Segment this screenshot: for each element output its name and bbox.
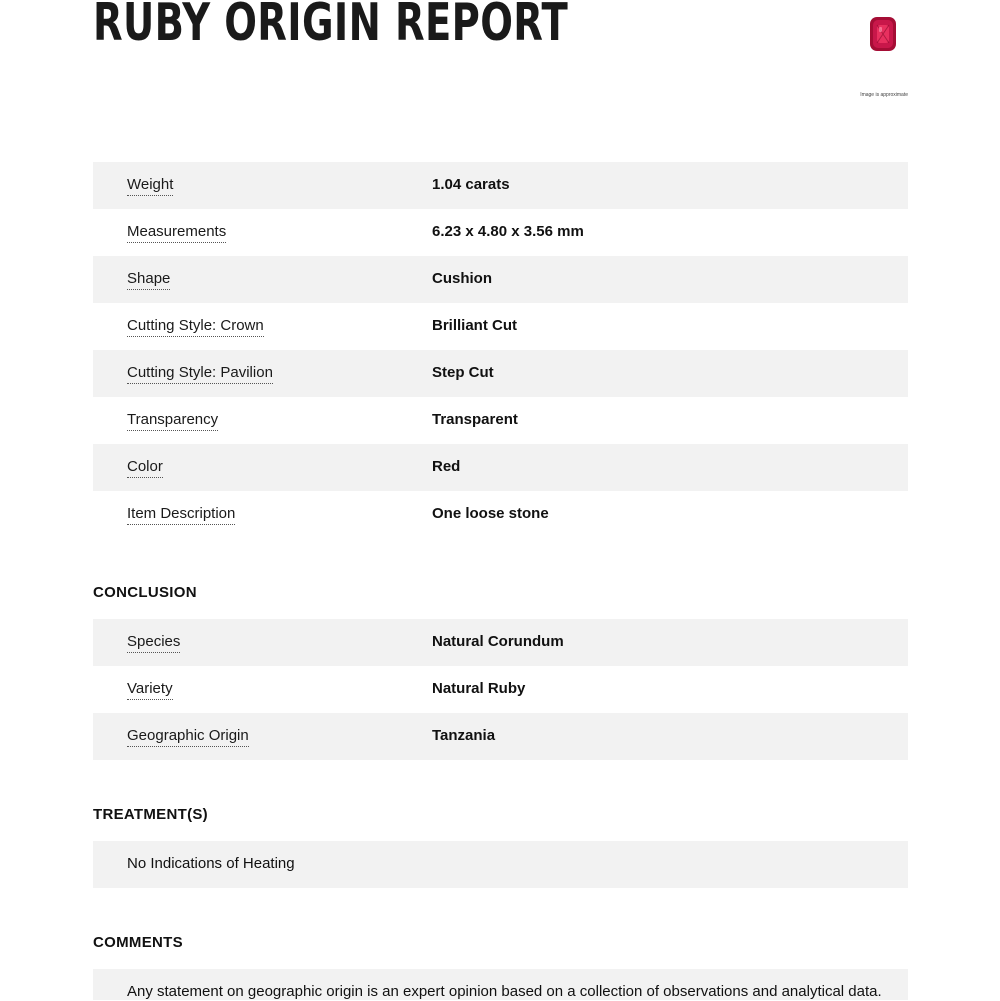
treatments-heading: TREATMENT(S)	[93, 806, 208, 823]
row-label: Geographic Origin	[127, 727, 249, 747]
row-value: Tanzania	[432, 727, 496, 744]
row-label: Species	[127, 633, 180, 653]
row-label: Cutting Style: Crown	[127, 317, 264, 337]
row-value: One loose stone	[432, 505, 549, 522]
row-value: Natural Ruby	[432, 680, 526, 697]
row-label: Variety	[127, 680, 173, 700]
row-value: Cushion	[432, 270, 492, 287]
row-value: 6.23 x 4.80 x 3.56 mm	[432, 223, 584, 240]
row-label: Cutting Style: Pavilion	[127, 364, 273, 384]
row-label: Color	[127, 458, 163, 478]
comments-heading: COMMENTS	[93, 934, 183, 951]
row-label: Item Description	[127, 505, 235, 525]
image-caption: Image is approximate	[860, 92, 908, 98]
comments-box	[93, 969, 908, 1000]
row-value: Natural Corundum	[432, 633, 564, 650]
row-value: Red	[432, 458, 461, 475]
conclusion-row	[93, 713, 908, 760]
row-value: 1.04 carats	[432, 176, 510, 193]
ruby-gem-image	[869, 16, 897, 52]
details-row	[93, 444, 908, 491]
details-row	[93, 303, 908, 350]
details-row	[93, 491, 908, 538]
conclusion-row	[93, 666, 908, 713]
details-row	[93, 350, 908, 397]
details-table	[93, 162, 908, 538]
conclusion-heading: CONCLUSION	[93, 584, 197, 601]
comments-text: Any statement on geographic origin is an expert opinion based on a collection of observations and analytical data.	[127, 983, 882, 1000]
row-value: Brilliant Cut	[432, 317, 517, 334]
row-label: Measurements	[127, 223, 226, 243]
treatments-text: No Indications of Heating	[127, 855, 295, 872]
conclusion-table	[93, 619, 908, 760]
report-title: RUBY ORIGIN REPORT	[93, 0, 569, 53]
details-row	[93, 397, 908, 444]
conclusion-row	[93, 619, 908, 666]
details-row	[93, 209, 908, 256]
details-row	[93, 256, 908, 303]
row-label: Transparency	[127, 411, 218, 431]
row-label: Weight	[127, 176, 173, 196]
row-value: Step Cut	[432, 364, 494, 381]
details-row	[93, 162, 908, 209]
row-label: Shape	[127, 270, 170, 290]
treatments-box	[93, 841, 908, 888]
row-value: Transparent	[432, 411, 518, 428]
